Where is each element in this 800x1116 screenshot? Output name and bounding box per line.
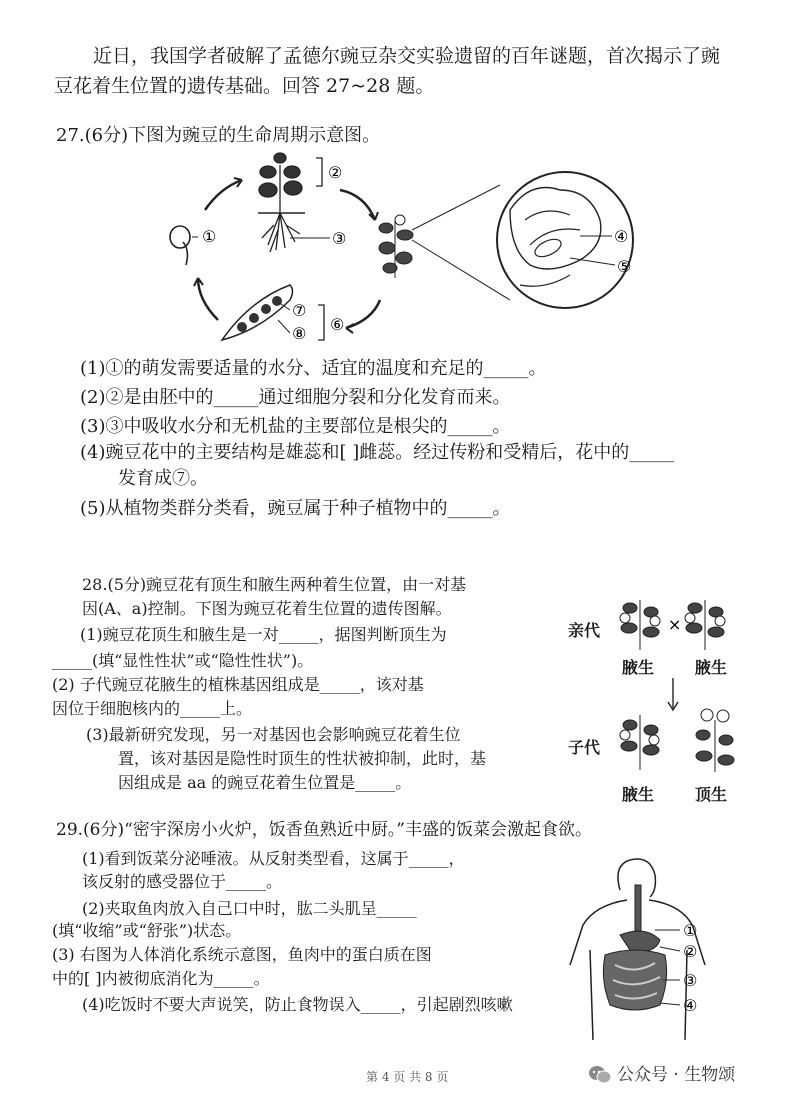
child-left-plant-icon xyxy=(620,715,659,770)
inheritance-diagram xyxy=(605,590,765,790)
digest-label-4: ④ xyxy=(683,996,698,1015)
label-4: ④ xyxy=(614,227,629,246)
child-right-phenotype: 顶生 xyxy=(695,785,728,804)
parent-right-phenotype: 腋生 xyxy=(695,658,728,677)
child-left-phenotype: 腋生 xyxy=(622,785,655,804)
child-gen-label: 子代 xyxy=(568,738,601,757)
q28-line-2: 因(A、a)控制。下图为豌豆花着生位置的遗传图解。 xyxy=(82,599,452,618)
q29-line-7: 中的[ ]内被彻底消化为_____。 xyxy=(52,969,270,988)
q28-line-5: (2) 子代豌豆花腋生的植株基因组成是_____，该对基 xyxy=(52,675,424,694)
arrow-pod-to-seed xyxy=(198,278,218,320)
pea-life-cycle-diagram xyxy=(150,150,650,355)
stomach xyxy=(620,931,660,951)
flower-cross-section-icon xyxy=(497,172,633,308)
q29-line-6: (3) 右图为人体消化系统示意图，鱼肉中的蛋白质在图 xyxy=(52,945,432,964)
q29-line-2: (1)看到饭菜分泌唾液。从反射类型看，这属于_____， xyxy=(82,849,465,868)
q29-line-3: 该反射的感受器位于_____。 xyxy=(82,872,283,891)
wechat-icon xyxy=(588,1064,612,1086)
parent-gen-label: 亲代 xyxy=(568,621,601,640)
label-7: ⑦ xyxy=(292,301,307,320)
parent-left-plant-icon xyxy=(620,600,660,650)
watermark-text: 公众号 · 生物颂 xyxy=(617,1065,736,1085)
digestive-system-diagram xyxy=(565,855,715,1040)
arrow-flower-to-pod xyxy=(346,300,380,328)
q28-line-3: (1)豌豆花顶生和腋生是一对_____，据图判断顶生为 xyxy=(80,625,447,644)
q27-line-3: (3)③中吸收水分和无机盐的主要部位是根尖的_____。 xyxy=(80,416,511,437)
page-number: 第 4 页 共 8 页 xyxy=(366,1070,449,1084)
q29-line-8: (4)吃饭时不要大声说笑，防止食物误入_____，引起剧烈咳嗽 xyxy=(82,995,513,1014)
q27-line-5: 发育成⑦。 xyxy=(118,468,208,489)
seedling-plant-icon xyxy=(258,153,305,252)
digest-label-3: ③ xyxy=(683,971,698,990)
q28-line-4: _____(填“显性性状”或“隐性性状”)。 xyxy=(52,651,314,670)
label-1: ① xyxy=(202,227,217,246)
label-2: ② xyxy=(328,163,343,182)
child-right-plant-icon xyxy=(696,709,734,772)
label-3: ③ xyxy=(332,229,347,248)
parent-left-phenotype: 腋生 xyxy=(622,658,655,677)
q27-title: 27.(6分)下图为豌豆的生命周期示意图。 xyxy=(56,125,381,146)
q27-line-6: (5)从植物类群分类看，豌豆属于种子植物中的_____。 xyxy=(80,498,511,519)
label-5: ⑤ xyxy=(617,257,632,276)
label-6: ⑥ xyxy=(330,315,345,334)
q27-line-4: (4)豌豆花中的主要结构是雄蕊和[ ]雌蕊。经过传粉和受精后，花中的_____ xyxy=(80,442,675,463)
flowering-plant-icon xyxy=(379,215,413,278)
cycle-arrows xyxy=(194,178,380,333)
digest-label-1: ① xyxy=(683,921,698,940)
arrow-seed-to-seedling xyxy=(205,180,242,210)
germinating-seed-icon xyxy=(170,226,190,265)
q28-line-9: 因组成是 aa 的豌豆花着生位置是_____。 xyxy=(118,773,412,792)
q29-line-4: (2)夹取鱼肉放入自己口中时，肱二头肌呈_____ xyxy=(82,899,417,918)
q28-line-8: 置，该对基因是隐性时顶生的性状被抑制，此时，基 xyxy=(118,749,487,768)
q28-line-6: 因位于细胞核内的_____上。 xyxy=(52,699,253,718)
digest-label-2: ② xyxy=(683,942,698,961)
q29-line-5: (填“收缩”或“舒张”)状态。 xyxy=(52,921,242,940)
q28-line-1: 28.(5分)豌豆花有顶生和腋生两种着生位置，由一对基 xyxy=(82,575,467,594)
q27-line-2: (2)②是由胚中的_____通过细胞分裂和分化发育而来。 xyxy=(80,387,511,408)
parent-right-plant-icon xyxy=(685,600,725,650)
q27-line-1: (1)①的萌发需要适量的水分、适宜的温度和充足的_____。 xyxy=(80,358,547,379)
cross-symbol: × xyxy=(668,615,682,634)
esophagus xyxy=(635,885,641,935)
intro-line-2: 豆花着生位置的遗传基础。回答 27~28 题。 xyxy=(54,75,435,97)
pea-pod-icon xyxy=(222,285,324,340)
q29-line-1: 29.(6分)“密宇深房小火炉，饭香鱼熟近中厨。”丰盛的饭菜会激起食欲。 xyxy=(56,820,592,840)
q28-line-7: (3)最新研究发现，另一对基因也会影响豌豆花着生位 xyxy=(86,725,461,744)
intro-line-1: 近日，我国学者破解了孟德尔豌豆杂交实验遗留的百年谜题，首次揭示了豌 xyxy=(93,45,721,67)
label-8: ⑧ xyxy=(292,324,307,343)
